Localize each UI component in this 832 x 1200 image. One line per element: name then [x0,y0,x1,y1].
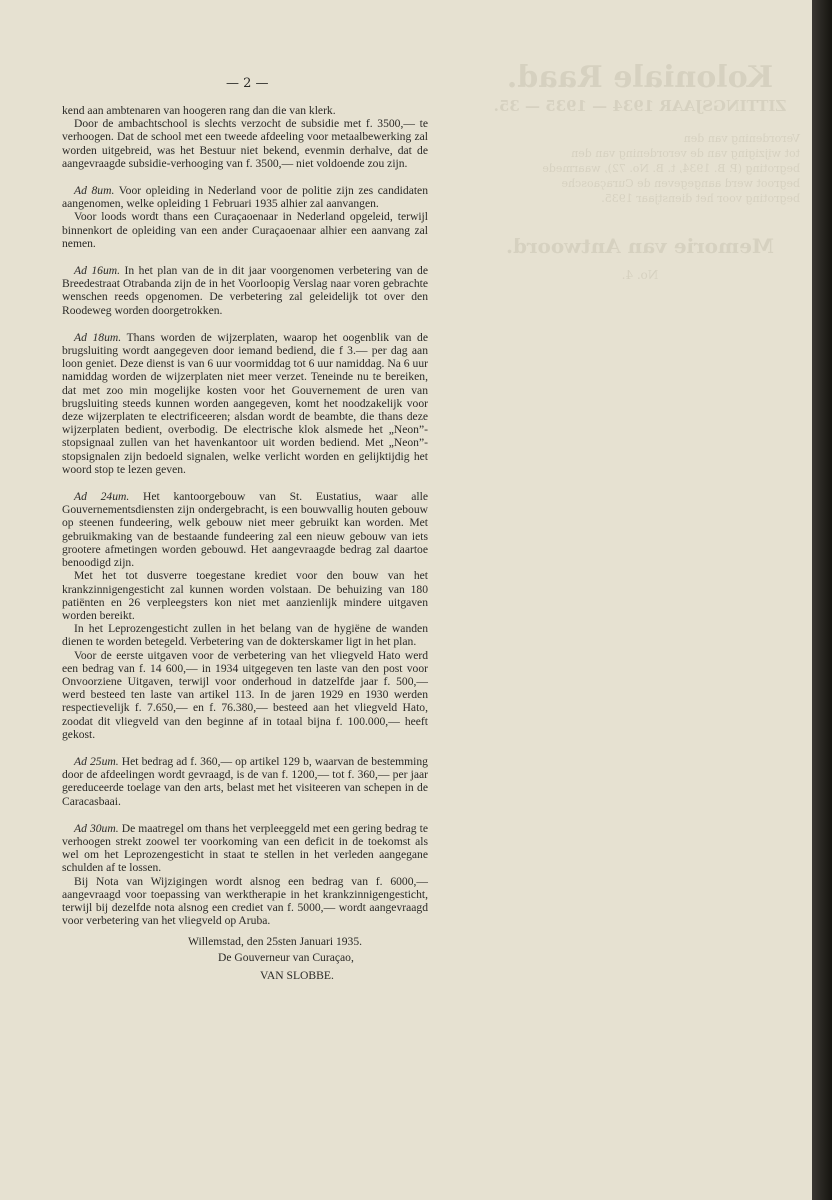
paragraph-text: Door de ambachtschool is slechts verzocht de subsidie met f. 3500,— te verhoogen. Dat de school met een tweede afdeeling voor metaalbewerking zal worden uitgebreid, was het Bestuur niet bekend, evenmin derhalve, dat de aangevraagde subsidie-verhooging van f. 3500,— niet voldoende zou zijn. [62,117,428,170]
paragraph-text: De maatregel om thans het verpleeggeld met een gering bedrag te verhoogen strekt zoowel ter voorkoming van een deficit in de toekomst als wel om het Leprozengesticht in staat te stellen in het verleden aangegane schulden af te lossen. [62,821,428,875]
page-number: — 2 — [226,76,269,91]
paragraph [62,822,428,875]
paragraph-text: In het plan van de in dit jaar voorgenomen verbetering van de Breedestraat Otrabanda zijn de in het Voorloopig Verslag naar voren gebrachte wenschen reeds opgenomen. De verbetering zal geleidelijk tot over den Roodeweg worden doorgetrokken. [62,264,428,317]
paragraph-text: Voor de eerste uitgaven voor de verbetering van het vliegveld Hato werd een bedrag van f. 14 600,— in 1934 uitgegeven ten laste van den post voor Onvoorziene Uitgaven, terwijl voor onderhoud in datzelfde jaar f. 500,— werd besteed ten laste van artikel 113. In de jaren 1929 en 1930 werden respectievelijk f. 7.650,— en f. 76.380,— besteed aan het vliegveld Hato, zoodat dit vliegveld van den beginne af in totaal bijna f. 100.000,— heeft gekost. [62,648,428,741]
page-binding-edge [812,0,832,1200]
closing-signature: VAN SLOBBE. [260,969,334,982]
paragraph [62,875,428,928]
paragraph-text: Het bedrag ad f. 360,— op artikel 129 b, waarvan de bestemming door de afdeelingen wordt gevraagd, is de van f. 1200,— tot f. 360,— per jaar gereduceerde toelage van den arts, belast met het visiteeren van schepen in de Caracasbaai. [62,754,428,808]
paragraph-text: Voor loods wordt thans een Curaçaoenaar in Nederland opgeleid, terwijl binnenkort de opleiding van een ander Curaçaoenaar alhier een aanvang zal nemen. [62,210,428,250]
paragraph-text: Het kantoorgebouw van St. Eustatius, waar alle Gouvernementsdiensten zijn ondergebracht, is een bouwvallig houten gebouw op steenen fundeering, welk gebouw niet meer gebruikt kan worden. Met gebruikmaking van de bestaande fundeering zal een nieuw gebouw van iets grootere afmetingen worden gebouwd. Het aangevraagde bedrag zal daartoe benoodigd zijn. [62,490,428,570]
paragraph [62,490,428,569]
paragraph-ad-label: Ad 24um. [74,490,130,504]
paragraph [62,184,428,210]
paragraph-text: Bij Nota van Wijzigingen wordt alsnog een bedrag van f. 6000,— aangevraagd voor toepassing van werktherapie in het krankzinnigengesticht, terwijl bij dezelfde nota alsnog een crediet van f. 5000,— wordt aangevraagd voor verbetering van het vliegveld op Aruba. [62,874,428,928]
paragraph [62,755,428,808]
paragraph [62,117,428,170]
paragraph [62,331,428,476]
paragraph-text: In het Leprozengesticht zullen in het belang van de hygiëne de wanden dienen te worden betegeld. Verbetering van de dokterskamer ligt in het plan. [62,622,428,649]
bleed-heading: Koloniale Raad. [506,60,774,95]
bleed-subject: Verordening van den tot wijziging van de verordening van den begroting (P. B. 1934, t. B. No. 72), waarmede begroot werd aangegeven de Curaçaosche begroting voor het dienstjaar 1935. [542,132,800,205]
paragraph-text: kend aan ambtenaren van hoogeren rang dan die van klerk. [62,104,336,117]
paragraph-ad-label: Ad 8um. [74,184,115,198]
paragraph [62,210,428,250]
paragraph [62,104,428,117]
closing-title: De Gouverneur van Curaçao, [218,951,354,964]
document-body [62,104,428,927]
paragraph [62,649,428,741]
paragraph [62,622,428,648]
bleed-session: ZITTINGSJAAR 1934 — 1935 — 35. [493,97,787,115]
bleed-number: No. 4. [621,268,659,282]
paragraph [62,569,428,622]
paragraph-ad-label: Ad 25um. [74,754,119,768]
paragraph-text: Thans worden de wijzerplaten, waarop het oogenblik van de brugsluiting wordt aangegeven door iemand bediend, die f 3.— per dag aan loon geniet. Deze dienst is van 6 uur voormiddag tot 6 uur namiddag. Na 6 uur namiddag worden de wijzerplaten niet meer verzet. Teneinde nu te bereiken, dat met zoo min mogelijke kosten voor het Gouvernement de uren van brugsluiting steeds kunnen worden aangegeven, komt het noodzakelijk voor deze wijzerplaten te electrificeeren; alsdan wordt de beambte, die thans deze wijzerplaten bedient, overbodig. De electrische klok alsmede het „Neon”-stopsignaal zullen van het havenkantoor uit worden bediend. Met „Neon”-stopsignalen zijn bedoeld signalen, welke verlicht worden en gelijktijdig het woord stop te lezen geven. [62,330,428,476]
paragraph [62,264,428,317]
paragraph-ad-label: Ad 30um. [74,821,119,835]
paragraph-ad-label: Ad 16um. [74,264,121,278]
bleed-title: Memorie van Antwoord. [506,234,774,258]
paragraph-ad-label: Ad 18um. [74,330,122,344]
paragraph-text: Met het tot dusverre toegestane krediet voor den bouw van het krankzinnigengesticht zal kunnen worden volstaan. De behuizing van 180 patiënten en 26 verpleegsters kon niet met aanzienlijk mindere uitgaven worden bereikt. [62,569,428,622]
paragraph-text: Voor opleiding in Nederland voor de politie zijn zes candidaten aangenomen, welke opleiding 1 Februari 1935 alhier zal aanvangen. [62,184,428,211]
closing-place-date: Willemstad, den 25sten Januari 1935. [188,935,363,948]
bleed-through-text [470,60,810,282]
document-closing [62,935,428,982]
